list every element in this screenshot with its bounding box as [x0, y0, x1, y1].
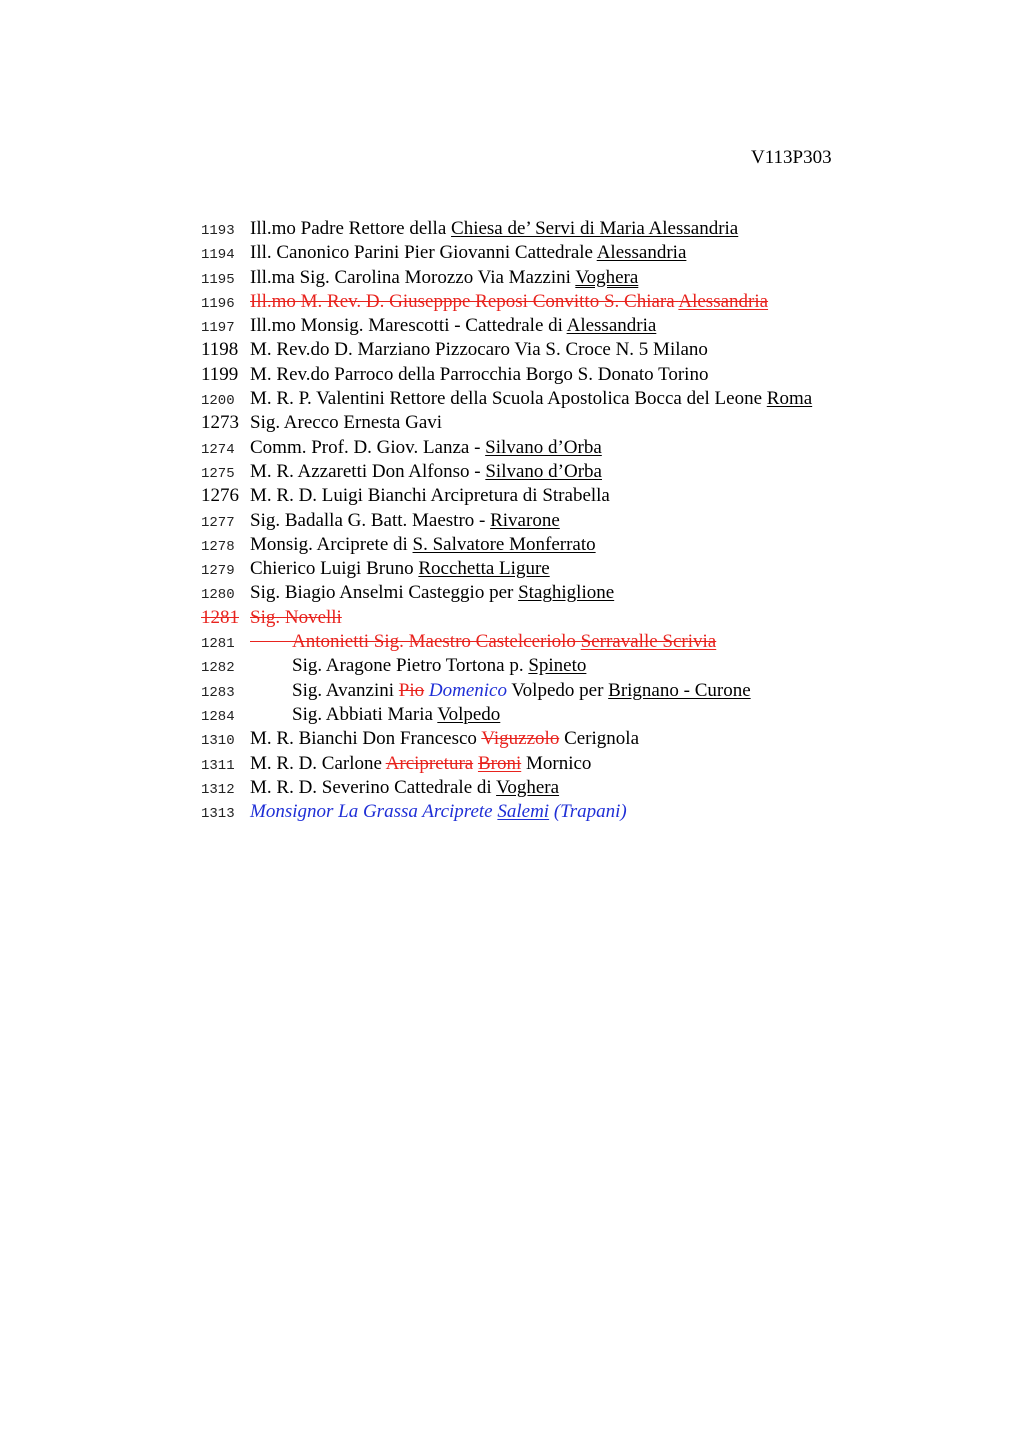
entry-row	[201, 266, 981, 290]
entry-number: 1273	[201, 412, 239, 434]
entry-row-inserted	[201, 800, 981, 824]
entry-row	[201, 484, 981, 508]
entry-number: 1313	[201, 806, 235, 823]
place-link: Silvano d’Orba	[485, 460, 602, 482]
entry-number: 1275	[201, 465, 235, 482]
entry-text: M. Rev.do D. Marziano Pizzocaro Via S. Croce N. 5 Milano	[250, 339, 708, 361]
entry-text: M. R. Azzaretti Don Alfonso - Silvano d’Orba	[250, 460, 602, 482]
place-link: Rivarone	[490, 509, 560, 531]
inserted-text: Monsignor La Grassa Arciprete	[250, 801, 498, 823]
entry-row-deleted	[201, 630, 981, 654]
place-link: Brignano - Curone	[608, 679, 751, 701]
entry-text: Sig. Aragone Pietro Tortona p. Spineto	[292, 655, 587, 677]
place-link: Spineto	[528, 655, 587, 677]
entry-text	[250, 631, 716, 652]
entry-text	[250, 801, 627, 822]
deleted-text: Ill.mo M. Rev. D. Giusepppe Reposi Convitto S. Chiara	[250, 290, 679, 312]
entry-row	[201, 241, 981, 265]
inserted-text: Domenico	[428, 679, 507, 701]
place-link: Voghera	[575, 266, 639, 288]
entry-row	[201, 581, 981, 605]
deleted-text: Antonietti Sig. Maestro Castelceriolo	[292, 631, 581, 653]
entry-number: 1279	[201, 563, 235, 580]
entry-text: Sig. Abbiati Maria Volpedo	[292, 703, 501, 725]
deleted-place: Serravalle Scrivia	[580, 631, 717, 653]
entry-row	[201, 411, 981, 435]
entry-row	[201, 217, 981, 241]
inserted-text: (Trapani)	[549, 801, 627, 823]
entry-number: 1282	[201, 660, 235, 677]
place-link: Volpedo	[437, 703, 501, 725]
entry-text	[250, 291, 768, 312]
entry-row	[201, 460, 981, 484]
entry-text: Monsig. Arciprete di S. Salvatore Monferrato	[250, 533, 596, 555]
entry-row	[201, 703, 981, 727]
entry-text: Ill.ma Sig. Carolina Morozzo Via Mazzini Voghera	[250, 266, 639, 288]
entry-row	[201, 679, 981, 703]
entry-text: M. R. Bianchi Don Francesco Viguzzolo Cerignola	[250, 728, 640, 750]
entry-text: Sig. Biagio Anselmi Casteggio per Staghiglione	[250, 582, 615, 604]
entry-row	[201, 509, 981, 533]
entry-number: 1200	[201, 393, 235, 410]
place-link: Silvano d’Orba	[485, 436, 602, 458]
entry-list	[201, 217, 981, 824]
entry-text: M. R. D. Luigi Bianchi Arcipretura di Strabella	[250, 485, 610, 507]
entry-row	[201, 557, 981, 581]
entry-text: Sig. Avanzini Pio Domenico Volpedo per Brignano - Curone	[292, 679, 751, 701]
deleted-indent-mark	[250, 641, 292, 642]
entry-number: 1197	[201, 320, 235, 337]
entry-row	[201, 436, 981, 460]
entry-number: 1280	[201, 587, 235, 604]
entry-row	[201, 387, 981, 411]
entry-text: Chierico Luigi Bruno Rocchetta Ligure	[250, 558, 550, 580]
place-link: Voghera	[496, 776, 560, 798]
place-link: Alessandria	[596, 242, 687, 264]
inserted-place: Salemi	[497, 801, 550, 823]
place-link: S. Salvatore Monferrato	[412, 533, 596, 555]
place-link: Staghiglione	[518, 582, 615, 604]
deleted-text: Pio	[398, 679, 425, 701]
entry-number: 1196	[201, 295, 235, 312]
entry-row	[201, 727, 981, 751]
entry-text: Sig. Arecco Ernesta Gavi	[250, 412, 443, 434]
entry-number: 1193	[201, 223, 235, 239]
entry-number: 1284	[201, 708, 235, 725]
entry-text: M. Rev.do Parroco della Parrocchia Borgo S. Donato Torino	[250, 363, 709, 385]
deleted-place: Alessandria	[678, 290, 769, 312]
deleted-text: Sig. Novelli	[250, 606, 342, 628]
entry-number: 1278	[201, 538, 235, 555]
entry-number: 1283	[201, 684, 235, 701]
deleted-place: Broni	[477, 752, 522, 774]
entry-text: Sig. Badalla G. Batt. Maestro - Rivarone	[250, 509, 560, 531]
entry-number: 1199	[201, 363, 239, 385]
entry-text: M. R. D. Carlone Arcipretura Broni Mornico	[250, 752, 592, 774]
entry-number: 1277	[201, 514, 235, 531]
entry-number: 1194	[201, 247, 235, 264]
entry-row	[201, 314, 981, 338]
entry-row-deleted	[201, 606, 981, 630]
place-link: Alessandria	[566, 315, 657, 337]
entry-text: Ill.mo Monsig. Marescotti - Cattedrale di Alessandria	[250, 315, 657, 337]
entry-row	[201, 338, 981, 362]
entry-number: 1312	[201, 781, 235, 798]
entry-text: Ill.mo Padre Rettore della Chiesa de’ Servi di Maria Alessandria	[250, 218, 739, 239]
entry-number: 1198	[201, 339, 239, 361]
entry-number: 1281	[201, 636, 235, 653]
entry-number: 1310	[201, 733, 235, 750]
entry-text: Comm. Prof. D. Giov. Lanza - Silvano d’Orba	[250, 436, 602, 458]
entry-row	[201, 752, 981, 776]
entry-number: 1276	[201, 485, 239, 507]
entry-number: 1195	[201, 271, 235, 288]
entry-text: Ill. Canonico Parini Pier Giovanni Cattedrale Alessandria	[250, 242, 687, 264]
page-id: V113P303	[751, 147, 832, 168]
entry-row	[201, 776, 981, 800]
entry-row	[201, 363, 981, 387]
place-link: Roma	[766, 388, 813, 410]
entry-row	[201, 533, 981, 557]
place-link: Rocchetta Ligure	[418, 558, 550, 580]
entry-text: M. R. P. Valentini Rettore della Scuola Apostolica Bocca del Leone Roma	[250, 388, 813, 410]
entry-number: 1274	[201, 441, 235, 458]
entry-row	[201, 654, 981, 678]
entry-text: M. R. D. Severino Cattedrale di Voghera	[250, 776, 560, 798]
deleted-text: Viguzzolo	[481, 728, 560, 750]
place-link: Chiesa de’ Servi di Maria Alessandria	[451, 218, 739, 239]
entry-number: 1281	[201, 606, 239, 628]
deleted-text: Arcipretura	[385, 752, 474, 774]
entry-row-deleted	[201, 290, 981, 314]
entry-number: 1311	[201, 757, 235, 774]
